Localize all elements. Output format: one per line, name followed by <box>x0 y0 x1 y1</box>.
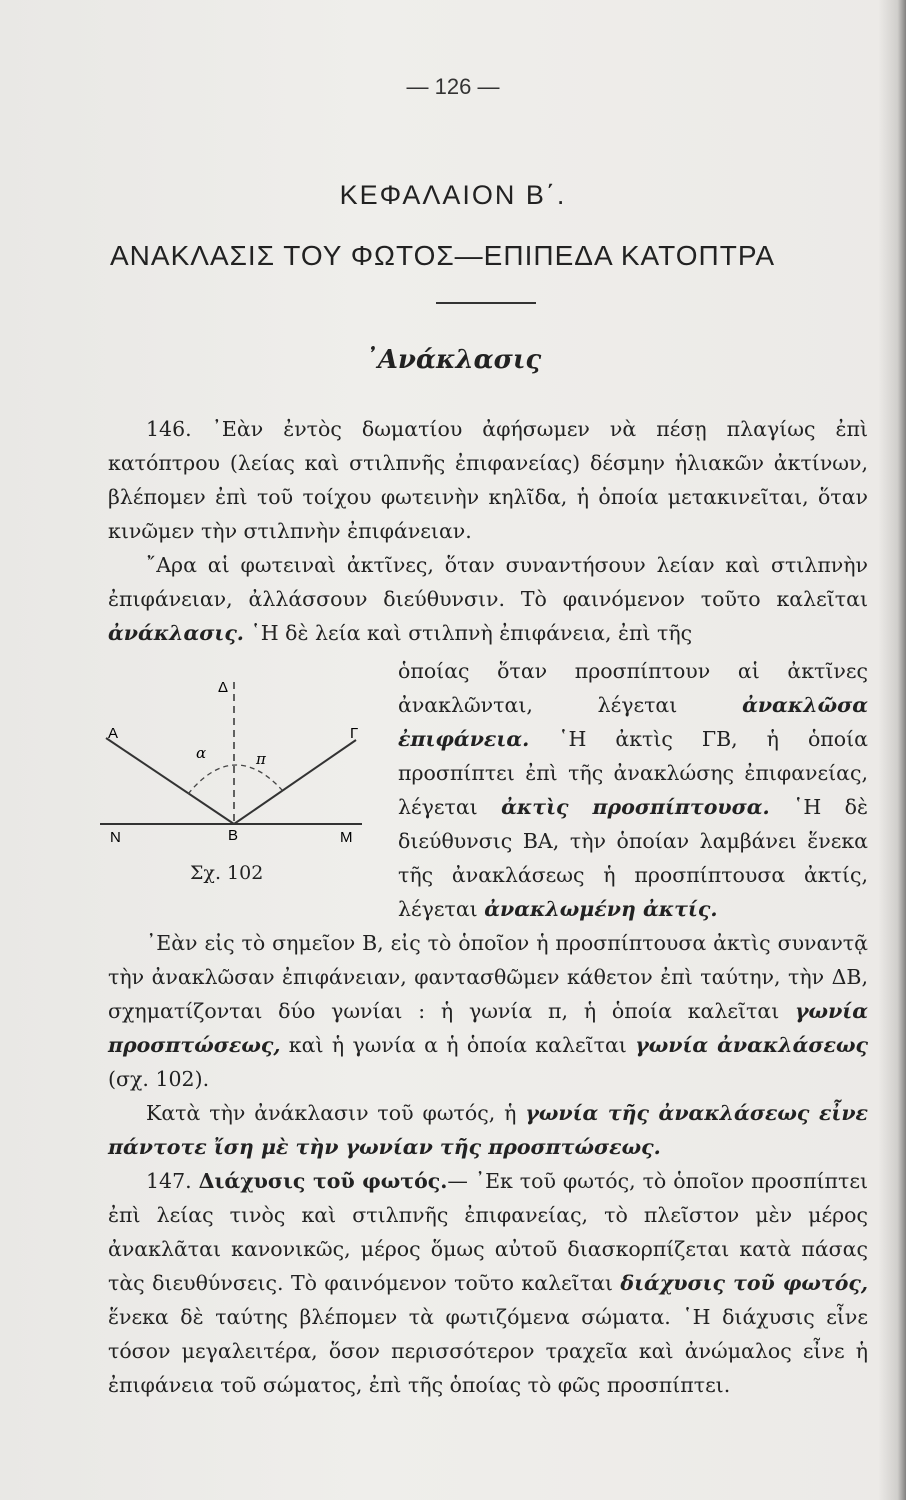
term-gonia-anaklaseos: γωνία ἀνακλάσεως <box>635 1033 868 1057</box>
paragraph-ean-text-1: ᾿Εὰν εἰς τὸ σημεῖον Β, εἰς τὸ ὁποῖον ἡ προσπίπτουσα ἀκτὶς συναντᾷ τὴν ἀνακλῶσαν ἐπιφάνειαν, φαντασθῶμεν κάθετον ἐπὶ ταύτην, τὴν ΔΒ, σχηματίζονται δύο γωνίαι : ἡ γωνία π, ἡ ὁποία καλεῖται <box>108 931 868 1023</box>
term-gonia-prosptoseos: γωνία προσπτώσεως, <box>108 999 868 1057</box>
paragraph-law-text: Κατὰ τὴν ἀνάκλασιν τοῦ φωτός, ἡ <box>146 1101 526 1125</box>
paragraph-side <box>398 654 868 926</box>
label-alpha: α <box>196 744 207 762</box>
term-diachysis: διάχυσις τοῦ φωτός, <box>620 1271 868 1295</box>
paragraph-ean-text-3: (σχ. 102). <box>108 1067 210 1091</box>
label-n: Ν <box>110 829 121 846</box>
term-aktis-prospiptousa: ἀκτὶς προσπίπτουσα. <box>501 795 770 819</box>
paragraph-ara-text-1: ῎Αρα αἱ φωτειναὶ ἀκτῖνες, ὅταν συναντήσουν λείαν καὶ στιλπνὴν ἐπιφάνειαν, ἀλλάσσουν διεύθυνσιν. Τὸ φαινόμενον τοῦτο καλεῖται <box>108 553 868 611</box>
side-text-1: ὁποίας ὅταν προσπίπτουν αἱ ἀκτῖνες ἀνακλῶνται, λέγεται <box>398 659 868 717</box>
label-b: Β <box>228 827 239 844</box>
side-text-3: ῾Η δὲ διεύθυνσις ΒΑ, τὴν ὁποίαν λαμβάνει ἕνεκα τῆς ἀνακλάσεως ἡ προσπίπτουσα ἀκτίς, λέγεται <box>398 795 868 921</box>
section-heading: ᾿Ανάκλασις <box>364 345 542 375</box>
paragraph-147 <box>108 1164 868 1402</box>
paragraph-ean-text-2: καὶ ἡ γωνία α ἡ ὁποία καλεῖται <box>280 1033 636 1057</box>
label-g: Γ <box>350 725 359 742</box>
paragraph-146-text: 146. ᾿Εὰν ἐντὸς δωματίου ἀφήσωμεν νὰ πέσῃ πλαγίως ἐπὶ κατόπτρου (λείας καὶ στιλπνῆς ἐπιφανείας) δέσμην ἡλιακῶν ἀκτίνων, βλέπομεν ἐπὶ τοῦ τοίχου φωτεινὴν κηλῖδα, ἡ ὁποία μετακινεῖται, ὅταν κινῶμεν τὴν στιλπνὴν ἐπιφάνειαν. <box>108 417 868 543</box>
figure-caption: Σχ. 102 <box>190 862 264 884</box>
term-anaklomeni-aktis: ἀνακλωμένη ἀκτίς. <box>484 897 718 921</box>
paragraph-ara <box>108 548 868 650</box>
reflection-diagram <box>100 672 380 872</box>
reflected-ray <box>106 738 234 824</box>
section-147-heading: Διάχυσις τοῦ φωτός. <box>198 1169 448 1193</box>
paragraph-ara-text-2: ῾Η δὲ λεία καὶ στιλπνὴ ἐπιφάνεια, ἐπὶ τῆς <box>243 621 693 645</box>
label-pi: π <box>256 750 266 768</box>
paragraph-147-text-1: — ᾿Εκ τοῦ φωτός, τὸ ὁποῖον προσπίπτει ἐπὶ λείας τινὸς καὶ στιλπνῆς ἐπιφανείας, τὸ πλεῖστον μὲν μέρος ἀνακλᾶται κανονικῶς, μέρος ὅμως αὐτοῦ διασκορπίζεται κατὰ πάσας τὰς διευθύνσεις. Τὸ φαινόμενον τοῦτο καλεῖται <box>108 1169 868 1295</box>
label-a: Α <box>108 725 119 742</box>
paragraph-law <box>108 1096 868 1164</box>
chapter-heading: ΚΕΦΑΛΑΙΟΝ Β΄. <box>339 180 567 210</box>
title-rule <box>436 302 536 304</box>
label-m: Μ <box>340 829 353 846</box>
chapter-title: ΑΝΑΚΛΑΣΙΣ ΤΟΥ ΦΩΤΟΣ—ΕΠΙΠΕΔΑ ΚΑΤΟΠΤΡΑ <box>110 240 776 271</box>
incident-ray <box>234 740 356 824</box>
term-anaklasis: ἀνάκλασις. <box>108 621 244 645</box>
term-anaklosa-epifaneia: ἀνακλῶσα ἐπιφάνεια. <box>398 693 868 751</box>
paragraph-ean <box>108 926 868 1096</box>
paragraph-146 <box>108 412 868 548</box>
paragraph-147-text-2: ἕνεκα δὲ ταύτης βλέπομεν τὰ φωτιζόμενα σώματα. ῾Η διάχυσις εἶνε τόσον μεγαλειτέρα, ὅσον περισσότερον τραχεῖα καὶ ἀνώμαλος εἶνε ἡ ἐπιφάνεια τοῦ σώματος, ἐπὶ τῆς ὁποίας τὸ φῶς προσπίπτει. <box>108 1305 868 1397</box>
label-d: Δ <box>217 679 228 696</box>
page-number: — 126 — <box>406 74 500 99</box>
angle-arc <box>188 765 282 794</box>
paragraph-147-number: 147. <box>146 1169 199 1193</box>
page-spine-shadow <box>878 0 906 1500</box>
side-text-2: ῾Η ἀκτὶς ΓΒ, ἡ ὁποία προσπίπτει ἐπὶ τῆς ἀνακλώσης ἐπιφανείας, λέγεται <box>398 727 868 819</box>
law-of-reflection: γωνία τῆς ἀνακλάσεως εἶνε πάντοτε ἴση μὲ τὴν γωνίαν τῆς προσπτώσεως. <box>108 1101 869 1159</box>
